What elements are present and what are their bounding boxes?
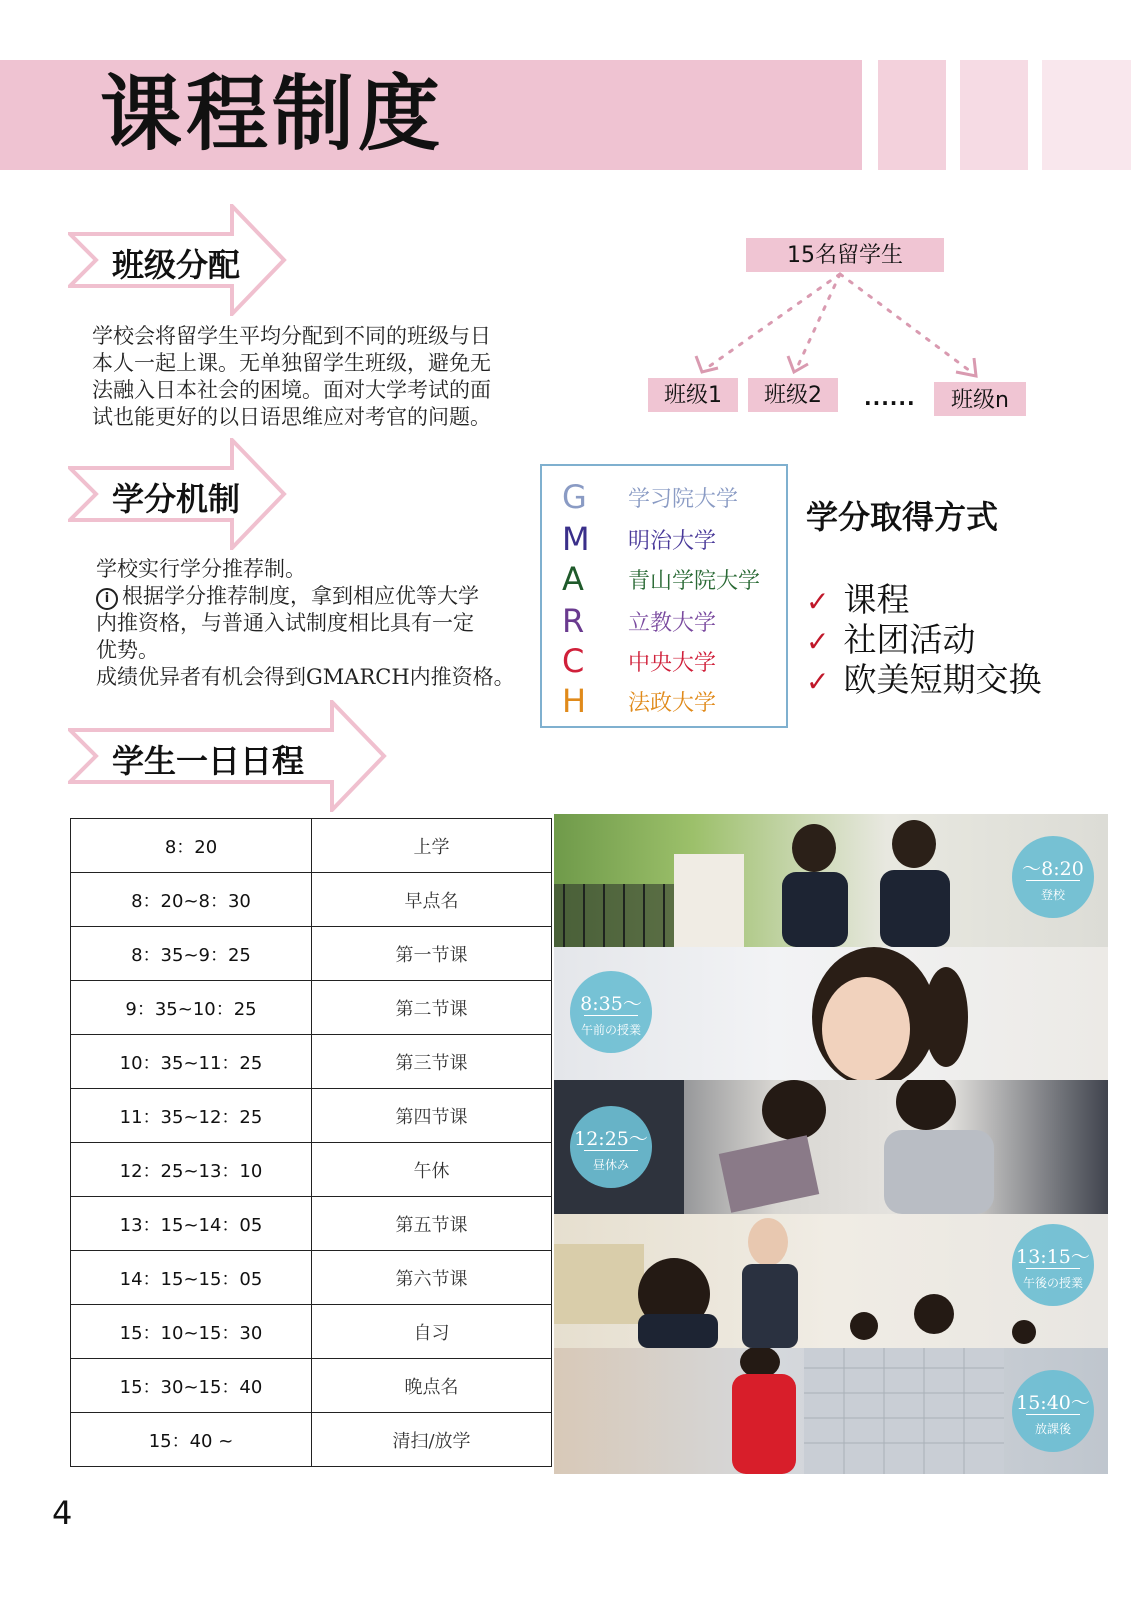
gmarch-letter: A xyxy=(562,560,584,598)
gmarch-row xyxy=(542,478,790,518)
class-ellipsis: ...... xyxy=(864,386,916,410)
bubble-divider xyxy=(584,1150,638,1151)
schedule-activity: 第三节课 xyxy=(312,1035,552,1089)
gmarch-letter: H xyxy=(562,682,587,720)
photo-afternoon-class xyxy=(554,1214,1108,1348)
table-row xyxy=(71,1305,552,1359)
schedule-time: 15：10~15：30 xyxy=(71,1305,312,1359)
bubble-time: ～8:20 xyxy=(1022,858,1084,880)
bubble-time: 8:35～ xyxy=(580,993,642,1015)
gmarch-row xyxy=(542,520,790,560)
table-row xyxy=(71,981,552,1035)
section-heading-label: 学生一日日程 xyxy=(112,742,305,780)
check-icon: ✓ xyxy=(806,665,830,698)
schedule-time: 13：15~14：05 xyxy=(71,1197,312,1251)
bubble-label: 午後の授業 xyxy=(1022,1276,1083,1290)
time-bubble xyxy=(570,971,652,1053)
text-line: 优势。 xyxy=(96,638,159,662)
schedule-activity: 晚点名 xyxy=(312,1359,552,1413)
check-icon: ✓ xyxy=(806,585,830,618)
class-assignment-text xyxy=(92,323,491,431)
photo-arrival xyxy=(554,814,1108,947)
schedule-time: 11：35~12：25 xyxy=(71,1089,312,1143)
credit-methods-title: 学分取得方式 xyxy=(806,498,999,536)
schedule-time: 9：35~10：25 xyxy=(71,981,312,1035)
schedule-time: 15：30~15：40 xyxy=(71,1359,312,1413)
text-line-content: 根据学分推荐制度，拿到相应优等大学 xyxy=(122,584,479,608)
schedule-activity: 午休 xyxy=(312,1143,552,1197)
section-heading-daily-schedule xyxy=(68,700,388,812)
schedule-activity: 第一节课 xyxy=(312,927,552,981)
gmarch-row xyxy=(542,602,790,642)
page-title: 课程制度 xyxy=(100,66,445,162)
time-bubble xyxy=(1012,1224,1094,1306)
bubble-divider xyxy=(584,1015,638,1016)
schedule-activity: 第二节课 xyxy=(312,981,552,1035)
photo-morning-class xyxy=(554,947,1108,1080)
university-name: 中央大学 xyxy=(628,651,717,676)
students-box: 15名留学生 xyxy=(746,238,944,272)
bubble-divider xyxy=(1026,1268,1080,1269)
photo-lunch xyxy=(554,1080,1108,1214)
time-bubble xyxy=(1012,1370,1094,1452)
schedule-activity: 第四节课 xyxy=(312,1089,552,1143)
credit-method-label: 欧美短期交换 xyxy=(843,660,1042,699)
header-decor-block xyxy=(878,60,946,170)
text-line: 学校会将留学生平均分配到不同的班级与日 xyxy=(92,324,491,348)
university-name: 明治大学 xyxy=(628,529,717,554)
photo-after-school xyxy=(554,1348,1108,1474)
table-row xyxy=(71,1359,552,1413)
text-line: 成绩优异者有机会得到GMARCH内推资格。 xyxy=(96,665,515,689)
schedule-time: 8：20~8：30 xyxy=(71,873,312,927)
text-line xyxy=(96,583,515,610)
bubble-label: 登校 xyxy=(1040,888,1065,902)
university-name: 立教大学 xyxy=(628,611,717,636)
schedule-activity: 自习 xyxy=(312,1305,552,1359)
schedule-table xyxy=(70,818,552,1467)
credit-method-label: 社团活动 xyxy=(843,620,976,659)
schedule-time: 8：20 xyxy=(71,819,312,873)
header-decor-block xyxy=(960,60,1028,170)
class-box: 班级1 xyxy=(648,378,738,412)
header-decor-block xyxy=(1042,60,1131,170)
info-icon: i xyxy=(96,588,118,610)
gmarch-letter: M xyxy=(562,520,590,558)
bubble-divider xyxy=(1026,1414,1080,1415)
gmarch-box xyxy=(540,464,788,728)
table-row xyxy=(71,819,552,873)
schedule-time: 12：25~13：10 xyxy=(71,1143,312,1197)
section-heading-class-assignment xyxy=(68,204,288,316)
table-row xyxy=(71,1035,552,1089)
schedule-time: 8：35~9：25 xyxy=(71,927,312,981)
gmarch-row xyxy=(542,682,790,722)
bubble-label: 昼休み xyxy=(592,1158,629,1172)
gmarch-row xyxy=(542,642,790,682)
university-name: 学习院大学 xyxy=(628,487,739,512)
class-box: 班级n xyxy=(934,382,1026,416)
bubble-time: 15:40～ xyxy=(1016,1392,1090,1414)
time-bubble xyxy=(570,1106,652,1188)
schedule-activity: 第六节课 xyxy=(312,1251,552,1305)
bubble-label: 放課後 xyxy=(1034,1422,1071,1436)
schedule-activity: 早点名 xyxy=(312,873,552,927)
gmarch-letter: G xyxy=(562,478,587,516)
university-name: 法政大学 xyxy=(628,691,717,716)
schedule-activity: 上学 xyxy=(312,819,552,873)
bubble-divider xyxy=(1026,880,1080,881)
section-heading-credit-system xyxy=(68,438,288,550)
diagram-arrows xyxy=(640,268,1040,388)
gmarch-row xyxy=(542,560,790,600)
schedule-time: 15：40 ~ xyxy=(71,1413,312,1467)
table-row xyxy=(71,1197,552,1251)
table-row xyxy=(71,1413,552,1467)
table-row xyxy=(71,873,552,927)
bubble-time: 12:25～ xyxy=(574,1128,648,1150)
gmarch-letter: R xyxy=(562,602,585,640)
section-heading-label: 班级分配 xyxy=(112,246,241,284)
table-row xyxy=(71,1143,552,1197)
text-line: 学校实行学分推荐制。 xyxy=(96,557,306,581)
gmarch-letter: C xyxy=(562,642,585,680)
time-bubble xyxy=(1012,836,1094,918)
table-row xyxy=(71,927,552,981)
schedule-time: 10：35~11：25 xyxy=(71,1035,312,1089)
university-name: 青山学院大学 xyxy=(628,569,761,594)
section-heading-label: 学分机制 xyxy=(112,480,241,518)
credit-method-label: 课程 xyxy=(843,580,910,619)
class-box: 班级2 xyxy=(748,378,838,412)
credit-system-text xyxy=(96,556,515,691)
table-row xyxy=(71,1251,552,1305)
bubble-label: 午前の授業 xyxy=(580,1023,641,1037)
schedule-time: 14：15~15：05 xyxy=(71,1251,312,1305)
page-number: 4 xyxy=(52,1494,73,1532)
bubble-time: 13:15～ xyxy=(1016,1246,1090,1268)
schedule-activity: 第五节课 xyxy=(312,1197,552,1251)
text-line: 试也能更好的以日语思维应对考官的问题。 xyxy=(92,405,491,429)
text-line: 法融入日本社会的困境。面对大学考试的面 xyxy=(92,378,491,402)
credit-method-item xyxy=(806,654,1041,701)
text-line: 本人一起上课。无单独留学生班级，避免无 xyxy=(92,351,491,375)
text-line: 内推资格，与普通入试制度相比具有一定 xyxy=(96,611,474,635)
table-row xyxy=(71,1089,552,1143)
schedule-activity: 清扫/放学 xyxy=(312,1413,552,1467)
check-icon: ✓ xyxy=(806,625,830,658)
